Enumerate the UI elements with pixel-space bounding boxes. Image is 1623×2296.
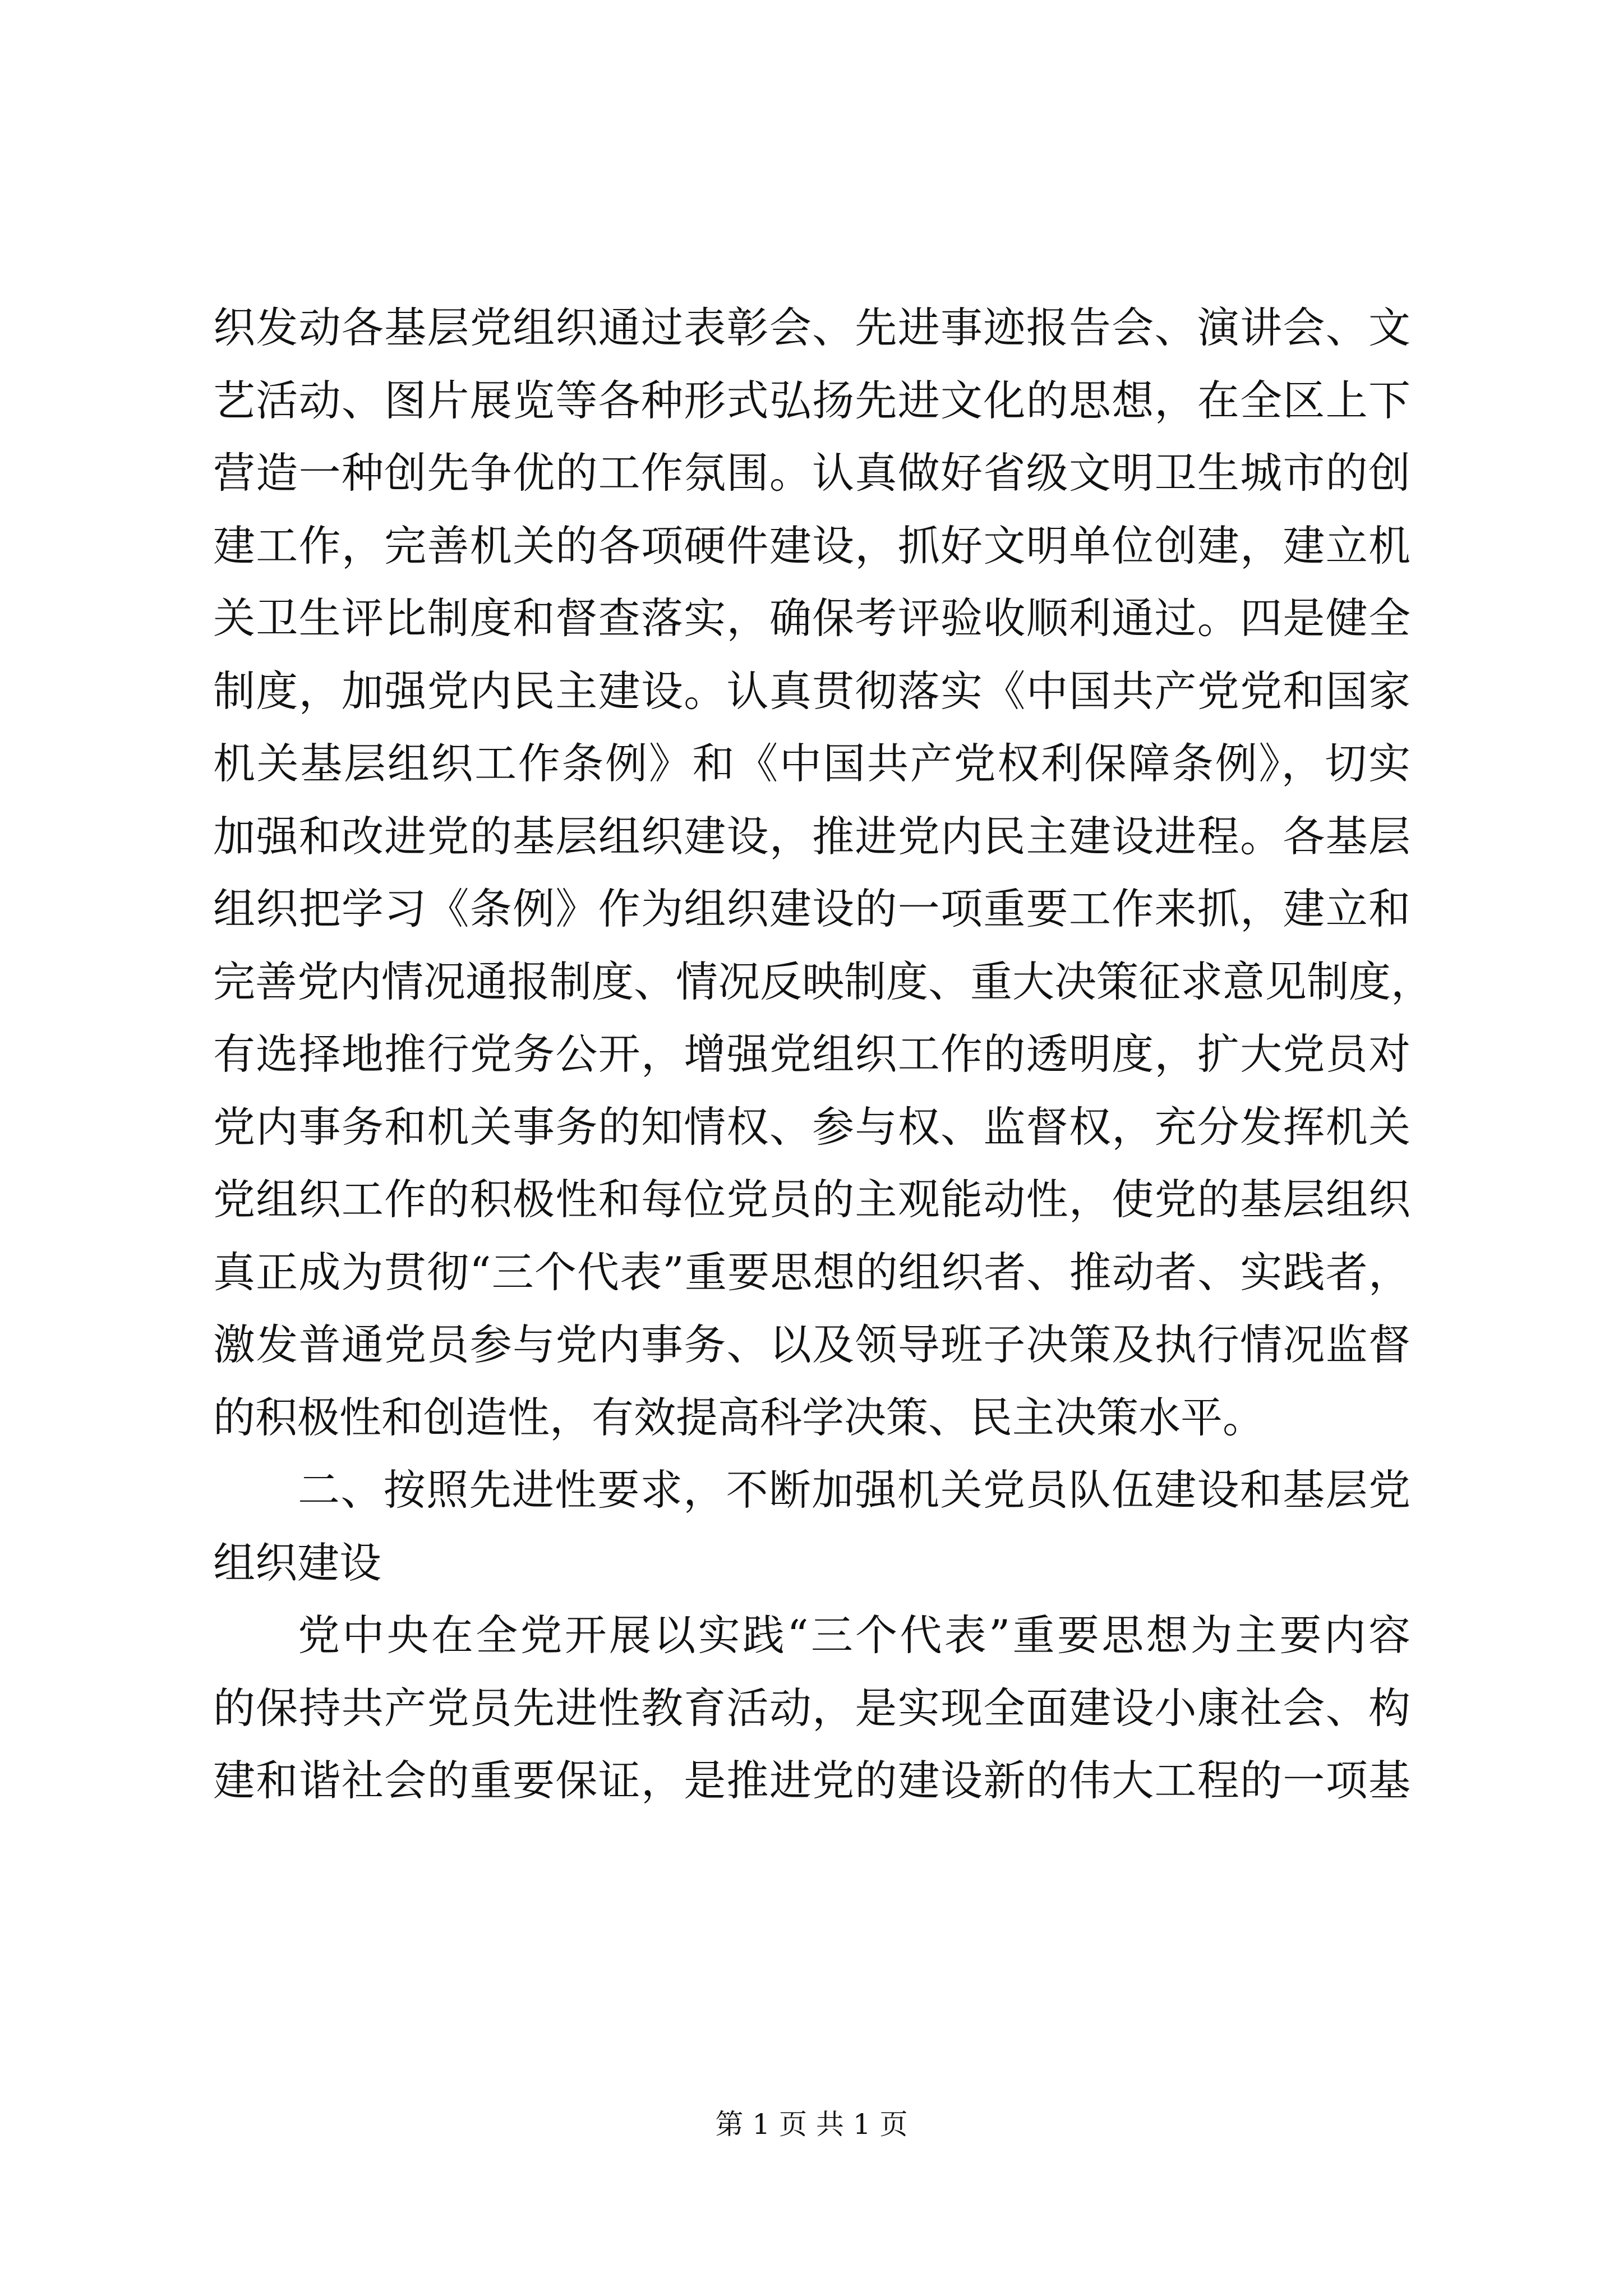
section-heading-line: 组织建设 (213, 1538, 382, 1588)
body-paragraph-line: 制度，加强党内民主建设。认真贯彻落实《中国共产党党和国家 (213, 666, 1410, 716)
body-paragraph-line: 关卫生评比制度和督查落实，确保考评验收顺利通过。四是健全 (213, 593, 1410, 643)
body-paragraph-line: 机关基层组织工作条例》和《中国共产党权利保障条例》，切实 (213, 739, 1410, 788)
page-number-label: 第 1 页 共 1 页 (715, 2108, 908, 2141)
body-paragraph-line: 激发普通党员参与党内事务、以及领导班子决策及执行情况监督 (213, 1320, 1410, 1369)
body-paragraph-line: 组织把学习《条例》作为组织建设的一项重要工作来抓，建立和 (213, 884, 1410, 933)
body-paragraph-line: 织发动各基层党组织通过表彰会、先进事迹报告会、演讲会、文 (213, 303, 1410, 352)
body-paragraph-line: 的保持共产党员先进性教育活动，是实现全面建设小康社会、构 (213, 1683, 1410, 1733)
body-paragraph-line: 完善党内情况通报制度、情况反映制度、重大决策征求意见制度， (213, 956, 1433, 1006)
body-paragraph-line: 建工作，完善机关的各项硬件建设，抓好文明单位创建，建立机 (213, 521, 1410, 570)
page-footer (0, 2108, 1623, 2141)
body-paragraph-line: 的积极性和创造性，有效提高科学决策、民主决策水平。 (213, 1392, 1265, 1442)
body-paragraph-line: 艺活动、图片展览等各种形式弘扬先进文化的思想，在全区上下 (213, 375, 1410, 425)
body-paragraph-line: 营造一种创先争优的工作氛围。认真做好省级文明卫生城市的创 (213, 448, 1410, 498)
section-heading-line: 二、按照先进性要求，不断加强机关党员队伍建设和基层党 (298, 1465, 1410, 1515)
body-paragraph-line: 党组织工作的积极性和每位党员的主观能动性，使党的基层组织 (213, 1175, 1410, 1224)
body-paragraph-line: 真正成为贯彻“三个代表”重要思想的组织者、推动者、实践者， (213, 1247, 1410, 1297)
body-paragraph-line: 有选择地推行党务公开，增强党组织工作的透明度，扩大党员对 (213, 1029, 1410, 1079)
body-paragraph-line: 建和谐社会的重要保证，是推进党的建设新的伟大工程的一项基 (213, 1756, 1410, 1805)
body-paragraph-line: 党内事务和机关事务的知情权、参与权、监督权，充分发挥机关 (213, 1102, 1410, 1152)
body-paragraph-line: 党中央在全党开展以实践“三个代表”重要思想为主要内容 (298, 1611, 1410, 1660)
body-paragraph-line: 加强和改进党的基层组织建设，推进党内民主建设进程。各基层 (213, 811, 1410, 861)
document-body (213, 292, 1433, 1818)
